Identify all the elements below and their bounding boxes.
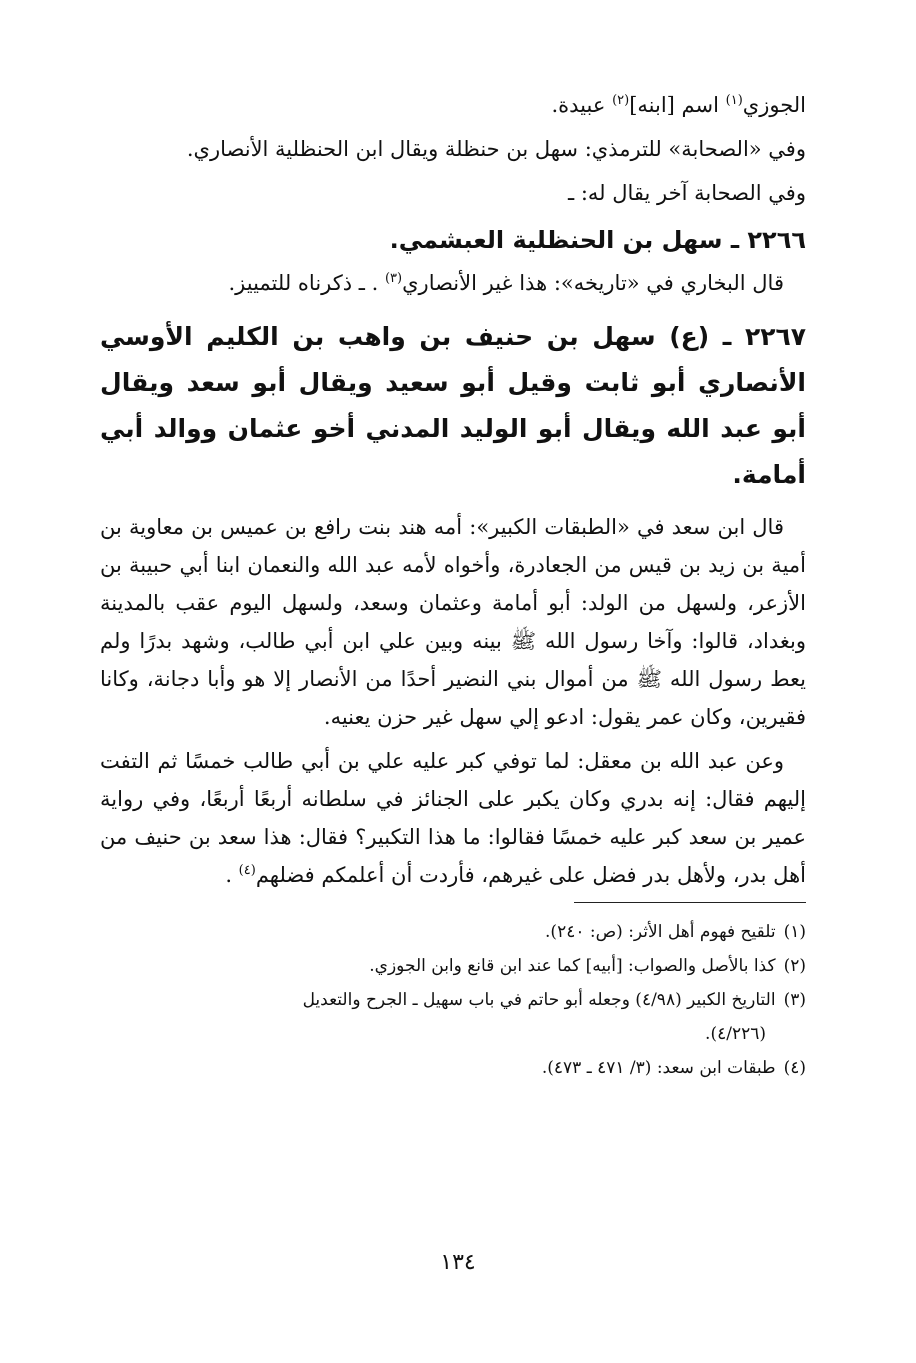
footnote-text: طبقات ابن سعد: (٣/ ٤٧١ ـ ٤٧٣).: [541, 1058, 776, 1078]
entry-text-2266: قال البخاري في «تاريخه»: هذا غير الأنصاري$^{(٣)}$ . ـ ذكرناه للتمييز.: [228, 271, 784, 295]
entry-paragraph: وعن عبد الله بن معقل: لما توفي كبر عليه علي بن أبي طالب خمسًا ثم التفت إليهم فقال: إنه بدري وكان يكبر على الجنائز في سلطانه أربعًا أربعًا، وفي رواية عمير بن سعد كبر عليه خمسًا فقالوا: ما هذا التكبير؟ فقال: هذا سعد بن حنيف من أهل بدر، ولأهل بدر فضل على غيرهم، فأردت أن أعلمكم فضلهم$^{(٤)}$ .: [100, 749, 806, 887]
footnote-number: (٤): [783, 1058, 806, 1078]
entry-paragraph: قال ابن سعد في «الطبقات الكبير»: أمه هند بنت رافع بن عميس بن معاوية بن أمية بن زيد بن قيس من الجعادرة، وأخواه لأمه عبد الله والنعمان ابنا أبي حبيبة بن الأزعر، ولسهل من الولد: أبو أمامة وعثمان وسعد، ولسهل اليوم عقب بالمدينة وبغداد، قالوا: وآخا رسول الله ﷺ بينه وبين علي ابن أبي طالب، وشهد بدرًا ولم يعط رسول الله ﷺ من أموال بني النضير أحدًا من الأنصار إلا هو وأبا دجانة، وكانا فقيرين، وكان عمر يقول: ادعو إلي سهل غير حزن يعنيه.: [100, 515, 806, 729]
footnote-number: (٣): [783, 990, 806, 1010]
footnote-text: تلقيح فهوم أهل الأثر: (ص: ٢٤٠).: [545, 922, 776, 942]
footnote-number: (١): [783, 922, 806, 942]
footnote: [100, 949, 806, 983]
footnote-text: التاريخ الكبير (٤/٩٨) وجعله أبو حاتم في باب سهيل ـ الجرح والتعديل: [302, 990, 776, 1010]
text-line: وفي «الصحابة» للترمذي: سهل بن حنظلة ويقال ابن الحنظلية الأنصاري.: [186, 137, 806, 161]
footnote-ref[interactable]: (٢): [612, 93, 630, 108]
footnote-number: (٢): [783, 956, 806, 976]
page-number: ١٣٤: [440, 1250, 476, 1275]
footnote: [100, 983, 806, 1017]
footnote: [100, 915, 806, 949]
footnote-ref[interactable]: (٣): [384, 271, 403, 286]
text-line: وفي الصحابة آخر يقال له: ـ: [568, 181, 806, 205]
text-line: الجوزي$^{(١)}$ اسم [ابنه]$^{(٢)}$ عبيدة.: [551, 93, 806, 117]
footnote-continuation: (٤/٢٢٦).: [705, 1024, 766, 1044]
entry-title-2266: ٢٢٦٦ ـ سهل بن الحنظلية العبشمي.: [389, 226, 806, 254]
page-body: [100, 86, 806, 1085]
footnote-separator: [574, 902, 806, 903]
footnote-text: كذا بالأصل والصواب: [أبيه] كما عند ابن قانع وابن الجوزي.: [369, 956, 776, 976]
entry-title-2267: ٢٢٦٧ ـ (ع) سهل بن حنيف بن واهب بن الكليم الأوسي الأنصاري أبو ثابت وقيل أبو سعيد ويقال أبو سعد ويقال أبو عبد الله ويقال أبو الوليد المدني أخو عثمان ووالد أبي أمامة.: [100, 322, 806, 489]
footnote-ref[interactable]: (٤): [238, 863, 256, 878]
footnote: [100, 1051, 806, 1085]
footnote-ref[interactable]: (١): [725, 93, 743, 108]
